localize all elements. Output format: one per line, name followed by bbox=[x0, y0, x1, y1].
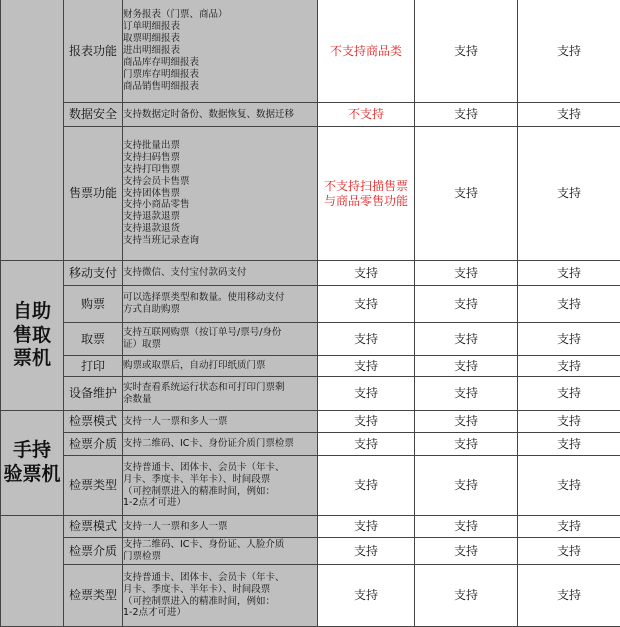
support-value-line: 支持 bbox=[518, 107, 620, 122]
support-value-1 bbox=[318, 323, 415, 356]
support-value-3 bbox=[518, 127, 620, 261]
support-value-2 bbox=[415, 411, 518, 433]
table-row bbox=[1, 565, 620, 627]
table-row bbox=[1, 456, 620, 516]
table-row bbox=[1, 0, 620, 103]
support-value-line: 支持 bbox=[518, 297, 620, 312]
support-value-2 bbox=[415, 261, 518, 286]
support-value-3 bbox=[518, 456, 620, 516]
table-row bbox=[1, 538, 620, 565]
support-value-line: 支持 bbox=[318, 519, 414, 534]
feature-description bbox=[123, 261, 318, 286]
description-line: 支持扫码售票 bbox=[123, 152, 317, 164]
support-value-1 bbox=[318, 565, 415, 627]
support-value-line: 支持 bbox=[415, 359, 517, 374]
table-row bbox=[1, 103, 620, 127]
description-line: 月卡、季度卡、半年卡）、时间段票 bbox=[123, 474, 317, 486]
support-value-2 bbox=[415, 356, 518, 377]
support-value-line: 不支持扫描售票 bbox=[318, 179, 414, 194]
support-value-line: 支持 bbox=[415, 44, 517, 59]
description-line: 商品销售明细报表 bbox=[123, 81, 317, 93]
description-line: 支持互联网购票（按订单号/票号/身份 bbox=[123, 327, 317, 339]
description-line: 取票明细报表 bbox=[123, 33, 317, 45]
description-line: 余数量 bbox=[123, 394, 317, 406]
feature-name: 移动支付 bbox=[64, 261, 123, 286]
feature-description bbox=[123, 127, 318, 261]
table-row bbox=[1, 261, 620, 286]
support-value-line: 支持 bbox=[318, 437, 414, 452]
support-value-2 bbox=[415, 286, 518, 323]
support-value-1 bbox=[318, 286, 415, 323]
support-value-line: 支持 bbox=[415, 519, 517, 534]
feature-description bbox=[123, 456, 318, 516]
support-value-3 bbox=[518, 433, 620, 456]
description-line: （可控制票进入的精准时间，例如： bbox=[123, 486, 317, 498]
support-value-1 bbox=[318, 261, 415, 286]
support-value-line: 支持 bbox=[518, 414, 620, 429]
support-value-line: 支持 bbox=[318, 266, 414, 281]
support-value-line: 支持 bbox=[518, 478, 620, 493]
support-value-line: 支持 bbox=[518, 44, 620, 59]
group-title-line: 票机 bbox=[1, 347, 63, 371]
support-value-line: 支持 bbox=[318, 478, 414, 493]
description-line: 财务报表（门票、商品） bbox=[123, 9, 317, 21]
feature-name: 报表功能 bbox=[64, 0, 123, 103]
support-value-line: 支持 bbox=[518, 588, 620, 603]
feature-name: 售票功能 bbox=[64, 127, 123, 261]
description-line: 商品库存明细报表 bbox=[123, 57, 317, 69]
group-title-line: 验票机 bbox=[1, 463, 63, 487]
description-line: 1-2点才可进） bbox=[123, 607, 317, 619]
support-value-line: 支持 bbox=[518, 437, 620, 452]
feature-description bbox=[123, 565, 318, 627]
description-line: 支持退款退货 bbox=[123, 223, 317, 235]
description-line: 支持一人一票和多人一票 bbox=[123, 521, 317, 533]
support-value-3 bbox=[518, 323, 620, 356]
support-value-2 bbox=[415, 565, 518, 627]
feature-name: 设备维护 bbox=[64, 377, 123, 411]
description-line: 支持普通卡、团体卡、会员卡（年卡、 bbox=[123, 572, 317, 584]
group-title bbox=[1, 516, 64, 627]
support-value-line: 支持 bbox=[415, 297, 517, 312]
support-value-1 bbox=[318, 103, 415, 127]
description-line: 支持一人一票和多人一票 bbox=[123, 416, 317, 428]
description-line: 支持会员卡售票 bbox=[123, 176, 317, 188]
support-value-3 bbox=[518, 103, 620, 127]
support-value-3 bbox=[518, 261, 620, 286]
table-row bbox=[1, 356, 620, 377]
support-value-2 bbox=[415, 323, 518, 356]
support-value-line: 支持 bbox=[318, 544, 414, 559]
description-line: 可以选择票类型和数量。使用移动支付 bbox=[123, 292, 317, 304]
support-value-line: 支持 bbox=[518, 332, 620, 347]
support-value-3 bbox=[518, 286, 620, 323]
support-value-line: 支持 bbox=[415, 386, 517, 401]
support-value-line: 支持 bbox=[518, 544, 620, 559]
group-title bbox=[1, 261, 64, 411]
support-value-line: 支持 bbox=[518, 519, 620, 534]
support-value-1 bbox=[318, 0, 415, 103]
support-value-line: 支持 bbox=[518, 359, 620, 374]
support-value-1 bbox=[318, 377, 415, 411]
feature-description bbox=[123, 411, 318, 433]
group-title-line: 自助 bbox=[1, 300, 63, 324]
support-value-1 bbox=[318, 127, 415, 261]
support-value-line: 支持 bbox=[518, 266, 620, 281]
support-value-line: 不支持 bbox=[318, 107, 414, 122]
description-line: 支持普通卡、团体卡、会员卡（年卡、 bbox=[123, 462, 317, 474]
support-value-line: 不支持商品类 bbox=[318, 44, 414, 59]
description-line: 支持当班记录查询 bbox=[123, 235, 317, 247]
table-row bbox=[1, 433, 620, 456]
support-value-3 bbox=[518, 0, 620, 103]
description-line: 支持退款退票 bbox=[123, 211, 317, 223]
feature-description bbox=[123, 286, 318, 323]
support-value-1 bbox=[318, 433, 415, 456]
support-value-2 bbox=[415, 433, 518, 456]
feature-name: 取票 bbox=[64, 323, 123, 356]
description-line: 月卡、季度卡、半年卡）、时间段票 bbox=[123, 584, 317, 596]
support-value-line: 支持 bbox=[415, 107, 517, 122]
table-row bbox=[1, 286, 620, 323]
group-title-line: 售取 bbox=[1, 324, 63, 348]
support-value-2 bbox=[415, 516, 518, 538]
support-value-line: 支持 bbox=[415, 437, 517, 452]
support-value-line: 支持 bbox=[415, 478, 517, 493]
support-value-1 bbox=[318, 411, 415, 433]
feature-name: 打印 bbox=[64, 356, 123, 377]
group-title bbox=[1, 0, 64, 261]
feature-name: 检票介质 bbox=[64, 433, 123, 456]
description-line: 证）取票 bbox=[123, 339, 317, 351]
support-value-line: 支持 bbox=[415, 186, 517, 201]
feature-name: 检票介质 bbox=[64, 538, 123, 565]
support-value-line: 支持 bbox=[318, 359, 414, 374]
support-value-2 bbox=[415, 0, 518, 103]
support-value-3 bbox=[518, 377, 620, 411]
description-line: 支持团体售票 bbox=[123, 188, 317, 200]
table-row bbox=[1, 323, 620, 356]
feature-description bbox=[123, 516, 318, 538]
table-row bbox=[1, 516, 620, 538]
feature-name: 检票类型 bbox=[64, 565, 123, 627]
support-value-1 bbox=[318, 516, 415, 538]
support-value-3 bbox=[518, 538, 620, 565]
support-value-1 bbox=[318, 356, 415, 377]
support-value-2 bbox=[415, 127, 518, 261]
support-value-line: 与商品零售功能 bbox=[318, 194, 414, 209]
support-value-line: 支持 bbox=[415, 266, 517, 281]
feature-description bbox=[123, 377, 318, 411]
feature-description bbox=[123, 103, 318, 127]
support-value-line: 支持 bbox=[318, 332, 414, 347]
feature-description bbox=[123, 433, 318, 456]
description-line: 支持小商品零售 bbox=[123, 199, 317, 211]
description-line: 支持打印售票 bbox=[123, 164, 317, 176]
support-value-3 bbox=[518, 411, 620, 433]
support-value-line: 支持 bbox=[415, 414, 517, 429]
support-value-line: 支持 bbox=[415, 588, 517, 603]
description-line: 进出明细报表 bbox=[123, 45, 317, 57]
support-value-line: 支持 bbox=[518, 186, 620, 201]
support-value-line: 支持 bbox=[318, 414, 414, 429]
description-line: （可控制票进入的精准时间，例如： bbox=[123, 596, 317, 608]
support-value-line: 支持 bbox=[415, 332, 517, 347]
support-value-line: 支持 bbox=[318, 588, 414, 603]
feature-name: 购票 bbox=[64, 286, 123, 323]
feature-description bbox=[123, 356, 318, 377]
feature-name: 检票模式 bbox=[64, 516, 123, 538]
support-value-line: 支持 bbox=[318, 386, 414, 401]
description-line: 支持二维码、IC卡、身份证、人脸介质 bbox=[123, 539, 317, 551]
description-line: 支持批量出票 bbox=[123, 140, 317, 152]
support-value-1 bbox=[318, 456, 415, 516]
support-value-2 bbox=[415, 103, 518, 127]
description-line: 支持二维码、IC卡、身份证介质门票检票 bbox=[123, 438, 317, 450]
group-title-line: 手持 bbox=[1, 439, 63, 463]
support-value-line: 支持 bbox=[415, 544, 517, 559]
description-line: 方式自助购票 bbox=[123, 304, 317, 316]
description-line: 支持数据定时备份、数据恢复、数据迁移 bbox=[123, 109, 317, 121]
description-line: 门票库存明细报表 bbox=[123, 69, 317, 81]
table-row bbox=[1, 411, 620, 433]
support-value-3 bbox=[518, 565, 620, 627]
support-value-1 bbox=[318, 538, 415, 565]
support-value-2 bbox=[415, 456, 518, 516]
description-line: 实时查看系统运行状态和可打印门票剩 bbox=[123, 382, 317, 394]
support-value-2 bbox=[415, 377, 518, 411]
feature-name: 检票模式 bbox=[64, 411, 123, 433]
description-line: 订单明细报表 bbox=[123, 21, 317, 33]
feature-name: 数据安全 bbox=[64, 103, 123, 127]
feature-description bbox=[123, 538, 318, 565]
feature-description bbox=[123, 323, 318, 356]
support-value-line: 支持 bbox=[518, 386, 620, 401]
description-line: 1-2点才可进） bbox=[123, 497, 317, 509]
support-value-3 bbox=[518, 516, 620, 538]
feature-description bbox=[123, 0, 318, 103]
description-line: 门票检票 bbox=[123, 551, 317, 563]
description-line: 支持微信、支付宝付款码支付 bbox=[123, 267, 317, 279]
table-row bbox=[1, 377, 620, 411]
table-row bbox=[1, 127, 620, 261]
support-value-2 bbox=[415, 538, 518, 565]
group-title bbox=[1, 411, 64, 516]
table-body bbox=[1, 0, 620, 627]
feature-name: 检票类型 bbox=[64, 456, 123, 516]
support-value-line: 支持 bbox=[318, 297, 414, 312]
support-value-3 bbox=[518, 356, 620, 377]
description-line: 购票或取票后，自动打印纸质门票 bbox=[123, 360, 317, 372]
